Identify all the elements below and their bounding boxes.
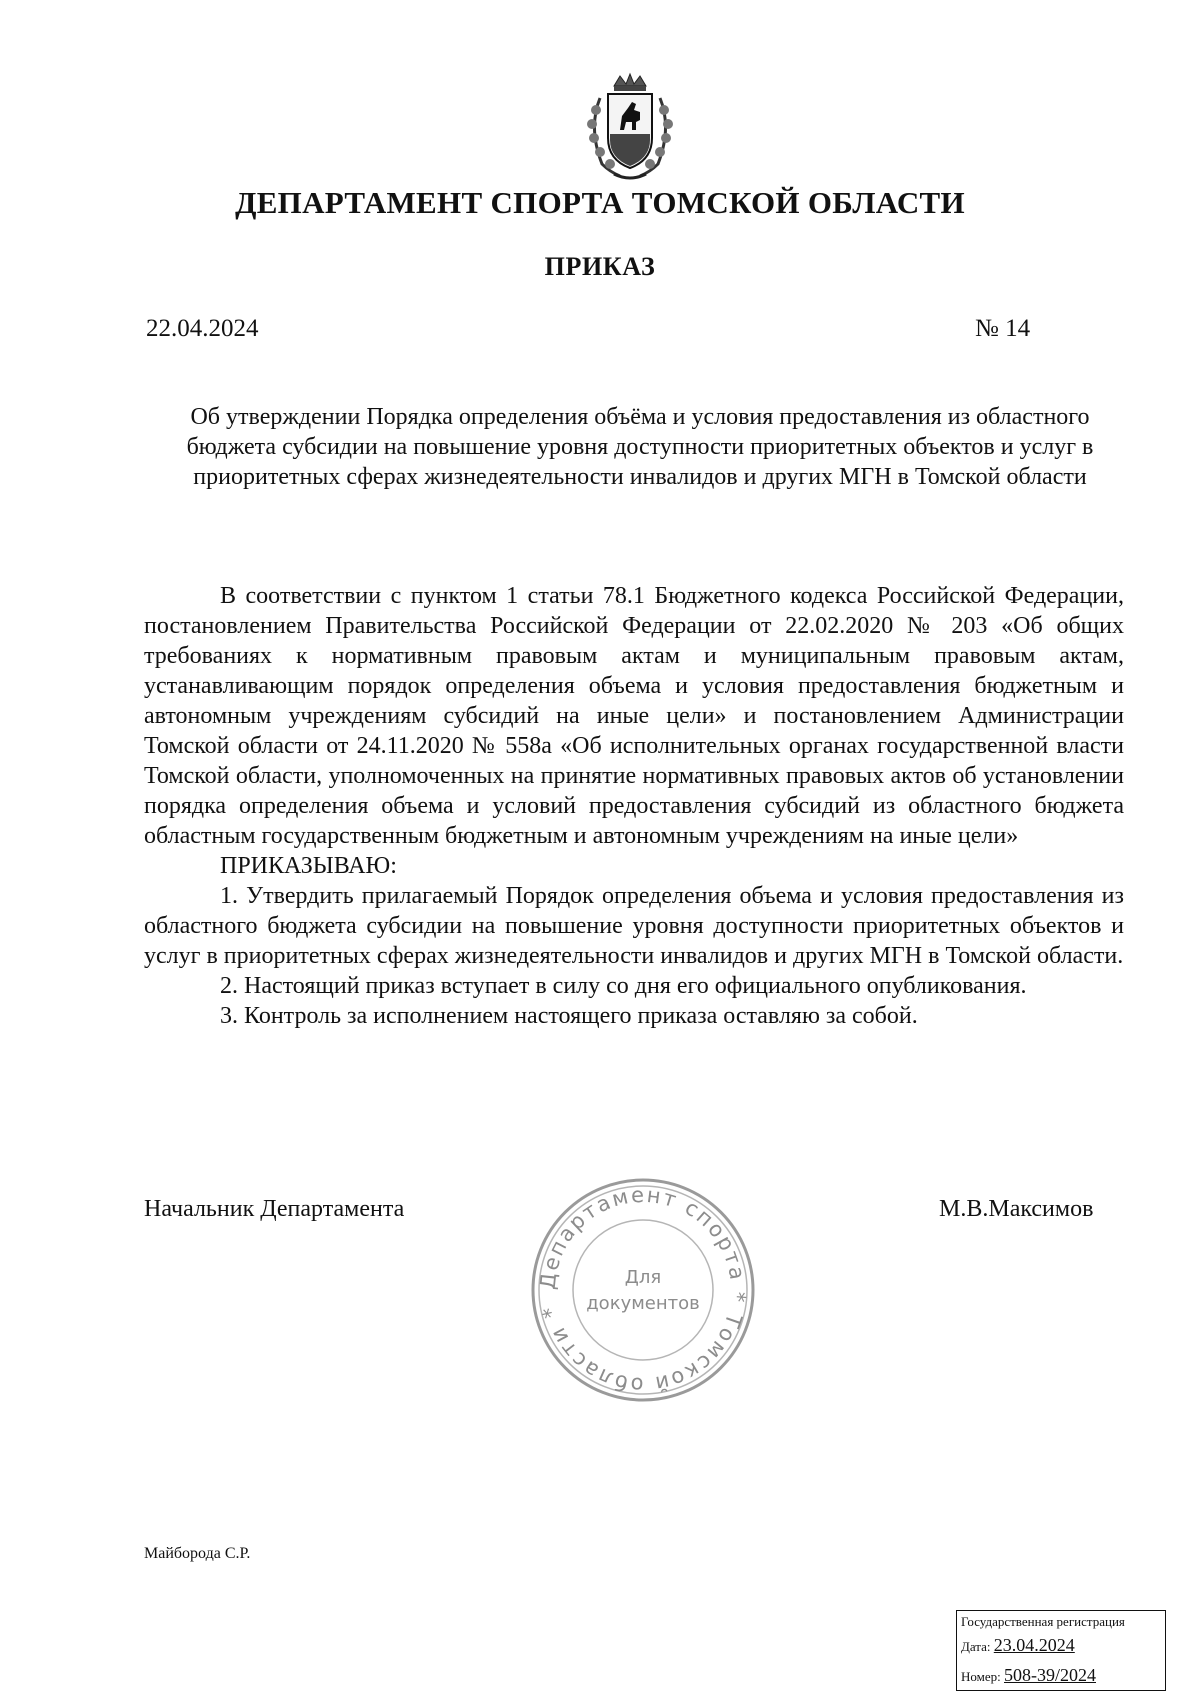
document-date: 22.04.2024 bbox=[146, 315, 259, 342]
registration-box bbox=[956, 1610, 1166, 1691]
signatory-name: М.В.Максимов bbox=[939, 1196, 1094, 1222]
document-subject: Об утверждении Порядка определения объёма и условия предоставления из областного бюджета субсидии на повышение уровня доступности приоритетных объектов и услуг в приоритетных сферах жизнедеятельности инвалидов и других МГН в Томской области bbox=[186, 404, 1094, 490]
stamp-center-line1: Для bbox=[624, 1267, 662, 1288]
document-body bbox=[144, 581, 1124, 1031]
registration-date-label: Дата: bbox=[961, 1639, 991, 1654]
document-number: № 14 bbox=[975, 315, 1031, 342]
preamble-paragraph: В соответствии с пунктом 1 статьи 78.1 Бюджетного кодекса Российской Федерации, постановлением Правительства Российской Федерации от 22.02.2020 № 203 «Об общих требованиях к нормативным правовым актам и муниципальным правовым актам, устанавливающим порядок определения объема и условия предоставления бюджетным и автономным учреждениям субсидий на иные цели» и постановлением Администрации Томской области от 24.11.2020 № 558а «Об исполнительных органах государственной власти Томской области, уполномоченных на принятие нормативных правовых актов об установлении порядка определения объема и условий предоставления субсидий из областного бюджета областным государственным бюджетным и автономным учреждениям на иные цели» bbox=[144, 583, 1124, 849]
registration-number-label: Номер: bbox=[961, 1669, 1001, 1684]
order-item-3: 3. Контроль за исполнением настоящего приказа оставляю за собой. bbox=[220, 1003, 918, 1029]
registration-number-value: 508-39/2024 bbox=[1004, 1665, 1096, 1685]
stamp-center-line2: документов bbox=[586, 1293, 700, 1314]
order-item-2: 2. Настоящий приказ вступает в силу со дня его официального опубликования. bbox=[220, 973, 1027, 999]
department-title: ДЕПАРТАМЕНТ СПОРТА ТОМСКОЙ ОБЛАСТИ bbox=[235, 185, 965, 220]
document-type: ПРИКАЗ bbox=[544, 252, 656, 281]
order-item-1: 1. Утвердить прилагаемый Порядок определения объема и условия предоставления из областного бюджета субсидии на повышение уровня доступности приоритетных объектов и услуг в приоритетных сферах жизнедеятельности инвалидов и других МГН в Томской области. bbox=[144, 883, 1124, 969]
official-stamp bbox=[528, 1175, 758, 1405]
registration-number-line bbox=[961, 1661, 1161, 1691]
order-word: ПРИКАЗЫВАЮ: bbox=[220, 853, 397, 879]
registration-date-line bbox=[961, 1631, 1161, 1661]
registration-date-value: 23.04.2024 bbox=[993, 1635, 1075, 1655]
signatory-role: Начальник Департамента bbox=[144, 1196, 405, 1222]
executor-name: Майборода С.Р. bbox=[144, 1545, 251, 1562]
coat-of-arms-icon bbox=[570, 68, 690, 188]
registration-title: Государственная регистрация bbox=[961, 1614, 1125, 1629]
svg-text:Департамент спорта * Томской о: Департамент спорта * Томской области * bbox=[535, 1182, 751, 1398]
